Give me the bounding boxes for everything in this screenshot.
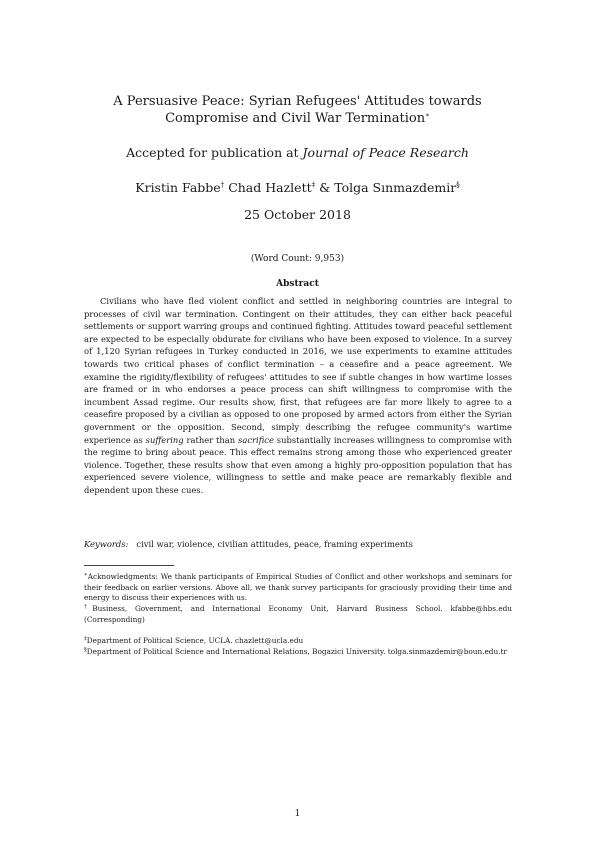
abstract-emphasis: sacrifice [238, 434, 274, 445]
abstract-text: rather than [183, 434, 239, 445]
footnote [84, 645, 512, 658]
abstract-emphasis: suffering [145, 434, 184, 445]
author-footnote-mark: § [456, 181, 460, 189]
paper-title [80, 93, 515, 127]
author-name: Kristin Fabbe [135, 180, 221, 195]
abstract-body [84, 295, 512, 497]
abstract-heading: Abstract [276, 279, 319, 289]
footnote-text: Department of Political Science and International Relations, Bogazici University. tolga.sinmazdemir@boun.edu.tr [86, 647, 507, 656]
keywords-line [84, 539, 512, 549]
abstract-text: Civilians who have fled violent conflict and settled in neighboring countries are integral to processes of civil war termination. Contingent on their attitudes, they can either back peaceful settlements or support warring groups and continued fighting. Attitudes toward peaceful settlement are expected to be especially obdurate for civilians who have been exposed to violence. In a survey of 1,120 Syrian refugees in Turkey conducted in 2016, we use experiments to examine attitudes towards two critical phases of conflict termination – a ceasefire and a peace agreement. We examine the rigidity/flexibility of refugees' attitudes to see if subtle changes in how wartime losses are framed or in who endorses a peace process can shift willingness to compromise with the incumbent Assad regime. Our results show, first, that refugees are far more likely to agree to a ceasefire proposed by a civilian as opposed to one proposed by armed actors from either the Syrian government or the opposition. Second, simply describing the refugee community's wartime experience as [84, 296, 512, 445]
author-footnote-mark: ‡ [311, 181, 316, 189]
keywords-list: civil war, violence, civilian attitudes, peace, framing experiments [136, 539, 413, 549]
acceptance-note [60, 145, 535, 160]
footnote-mark: § [84, 647, 87, 653]
journal-name: Journal of Peace Research [302, 145, 469, 160]
title-footnote-mark: ∗ [425, 111, 430, 119]
author-name: Chad Hazlett [228, 180, 312, 195]
abstract-text: substantially increases willingness to compromise with the regime to bring about peace. This effect remains strong among those who experienced greater violence. Together, these results show that even among a highly pro-opposition population that has experienced severe violence, willingness to settle and make peace are remarkably flexible and dependent upon these cues. [84, 434, 512, 495]
publication-date: 25 October 2018 [244, 207, 351, 222]
footnote-mark: † [84, 604, 93, 610]
page-number: 1 [294, 809, 301, 819]
footnote-text: Acknowledgments: We thank participants of Empirical Studies of Conflict and other workshops and seminars for their feedback on earlier versions. Above all, we thank survey participants for graciously providing their time and energy to discuss their experiences with us. [84, 572, 512, 603]
keywords-label: Keywords: [84, 539, 129, 549]
footnote-mark: ‡ [84, 636, 87, 642]
footnote-mark: ∗ [84, 572, 88, 578]
footnote [84, 602, 512, 625]
author-name: Tolga Sınmazdemir [334, 180, 457, 195]
author-list [60, 180, 535, 195]
author-footnote-mark: † [220, 181, 225, 189]
footnote-rule [84, 565, 174, 566]
footnote-text: Business, Government, and International Economy Unit, Harvard Business School. kfabbe@hbs.edu (Corresponding) [84, 604, 513, 624]
paper-title-text: A Persuasive Peace: Syrian Refugees' Attitudes towards Compromise and Civil War Termination [113, 94, 482, 126]
acceptance-prefix: Accepted for publication at [126, 145, 303, 160]
author-separator: & [315, 180, 335, 195]
word-count: (Word Count: 9,953) [250, 254, 345, 264]
footnote [84, 570, 512, 604]
footnote-text: Department of Political Science, UCLA. chazlett@ucla.edu [86, 636, 304, 645]
